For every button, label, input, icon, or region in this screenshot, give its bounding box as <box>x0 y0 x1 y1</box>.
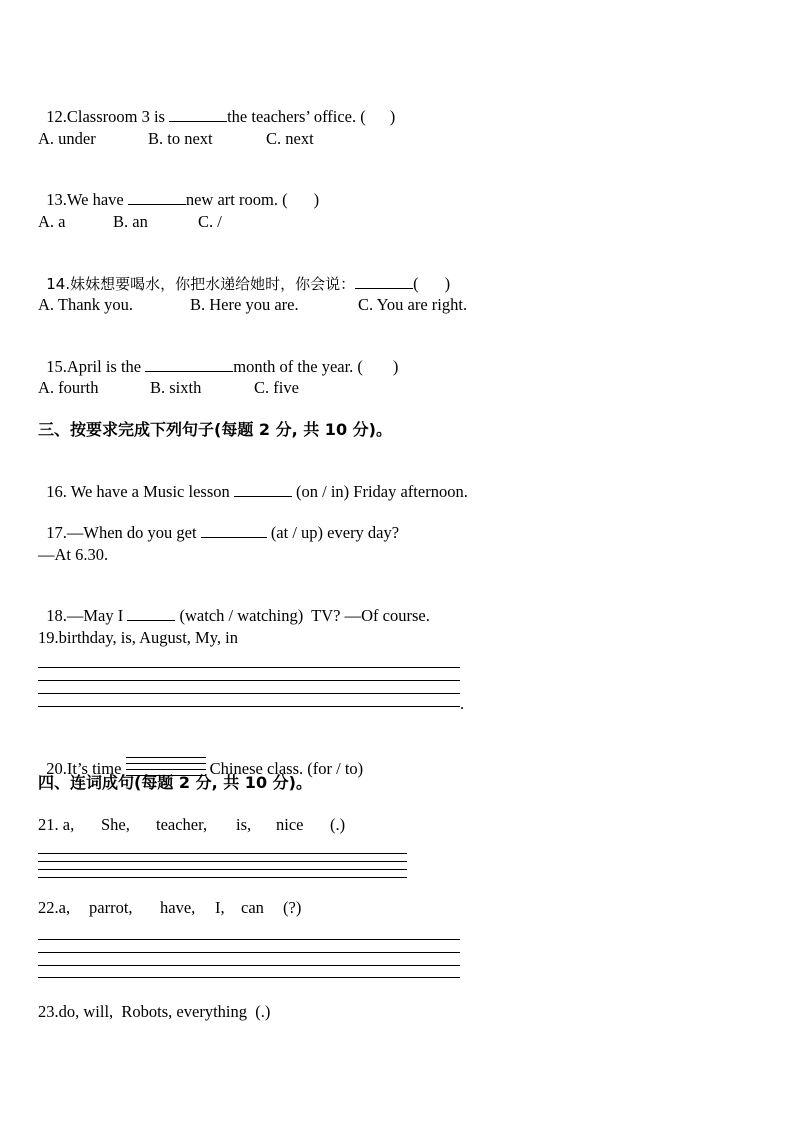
answer-line[interactable] <box>38 693 460 694</box>
answer-paren-close: ) <box>444 274 451 293</box>
question-12-option-b[interactable]: B. to next <box>148 129 213 148</box>
answer-paren-close: ) <box>392 357 399 376</box>
word-token: can <box>241 898 264 917</box>
question-18-blank[interactable] <box>127 606 175 621</box>
question-18 <box>38 586 430 626</box>
question-14-option-c[interactable]: C. You are right. <box>358 295 468 314</box>
question-17 <box>38 503 399 543</box>
question-15-option-b[interactable]: B. sixth <box>150 378 202 397</box>
answer-line[interactable] <box>38 706 460 707</box>
question-12-blank[interactable] <box>169 107 227 122</box>
question-13-blank[interactable] <box>128 190 186 205</box>
answer-line[interactable] <box>38 680 460 681</box>
question-20-stem-end: Chinese class. (for / to) <box>205 758 364 778</box>
question-15-stem-start: 15.April is the <box>46 357 146 376</box>
question-17-stem-start: 17.—When do you get <box>46 523 201 542</box>
word-token: is, <box>236 815 252 834</box>
question-18-stem-end: (watch / watching) TV? —Of course. <box>175 606 430 625</box>
question-13-option-a[interactable]: A. a <box>38 212 66 231</box>
question-12 <box>38 87 395 127</box>
question-17-answer: —At 6.30. <box>38 545 109 564</box>
question-17-stem-end: (at / up) every day? <box>266 523 400 542</box>
word-token: have, <box>160 898 196 917</box>
answer-line[interactable] <box>38 853 407 854</box>
question-14-option-b[interactable]: B. Here you are. <box>190 295 299 314</box>
word-token: 21. a, <box>38 815 75 834</box>
question-15-blank[interactable] <box>145 357 233 372</box>
question-15-option-a[interactable]: A. fourth <box>38 378 99 397</box>
question-14-stem-end: ( <box>413 274 419 293</box>
question-16-stem-start: 16. We have a Music lesson <box>46 482 234 501</box>
answer-paren-close: ) <box>313 190 320 209</box>
answer-paren-close: ) <box>389 107 396 126</box>
question-16 <box>38 462 468 502</box>
question-18-stem-start: 18.—May I <box>46 606 128 625</box>
question-14-blank[interactable] <box>355 274 413 289</box>
question-15-stem-end: month of the year. ( <box>233 357 363 376</box>
answer-line[interactable] <box>38 877 407 878</box>
question-12-stem-start: 12.Classroom 3 is <box>46 107 170 126</box>
question-16-stem-end: (on / in) Friday afternoon. <box>291 482 468 501</box>
word-token: (?) <box>283 898 302 917</box>
question-19-prompt: 19.birthday, is, August, My, in <box>38 628 238 647</box>
question-17-blank[interactable] <box>201 523 267 538</box>
section-3-heading: 三、按要求完成下列句子(每题 2 分, 共 10 分)。 <box>38 420 392 439</box>
word-token: She, <box>101 815 130 834</box>
question-19-period: . <box>460 694 465 713</box>
answer-line[interactable] <box>38 965 460 966</box>
word-token: teacher, <box>156 815 208 834</box>
question-14 <box>38 254 450 294</box>
question-12-option-a[interactable]: A. under <box>38 129 96 148</box>
question-12-stem-end: the teachers’ office. ( <box>227 107 366 126</box>
question-13 <box>38 170 319 210</box>
answer-line[interactable] <box>38 977 460 978</box>
question-13-option-c[interactable]: C. / <box>198 212 222 231</box>
question-20-stem-start: 20.It’s time <box>46 758 126 778</box>
question-13-stem-start: 13.We have <box>46 190 128 209</box>
question-12-option-c[interactable]: C. next <box>266 129 314 148</box>
question-23-prompt: 23.do, will, Robots, everything (.) <box>38 1002 271 1021</box>
question-13-option-b[interactable]: B. an <box>113 212 148 231</box>
question-14-option-a[interactable]: A. Thank you. <box>38 295 134 314</box>
answer-line[interactable] <box>38 869 407 870</box>
question-16-blank[interactable] <box>234 482 292 497</box>
answer-line[interactable] <box>38 667 460 668</box>
word-token: I, <box>215 898 225 917</box>
question-15-option-c[interactable]: C. five <box>254 378 299 397</box>
word-token: (.) <box>330 815 346 834</box>
question-13-stem-end: new art room. ( <box>185 190 288 209</box>
question-14-stem-start: 14.妹妹想要喝水，你把水递给她时，你会说： <box>46 275 356 293</box>
question-15 <box>38 337 398 377</box>
word-token: parrot, <box>89 898 133 917</box>
word-token: nice <box>276 815 304 834</box>
answer-line[interactable] <box>38 952 460 953</box>
answer-line[interactable] <box>38 861 407 862</box>
word-token: 22.a, <box>38 898 71 917</box>
section-4-heading: 四、连词成句(每题 2 分, 共 10 分)。 <box>38 773 312 792</box>
answer-line[interactable] <box>38 939 460 940</box>
